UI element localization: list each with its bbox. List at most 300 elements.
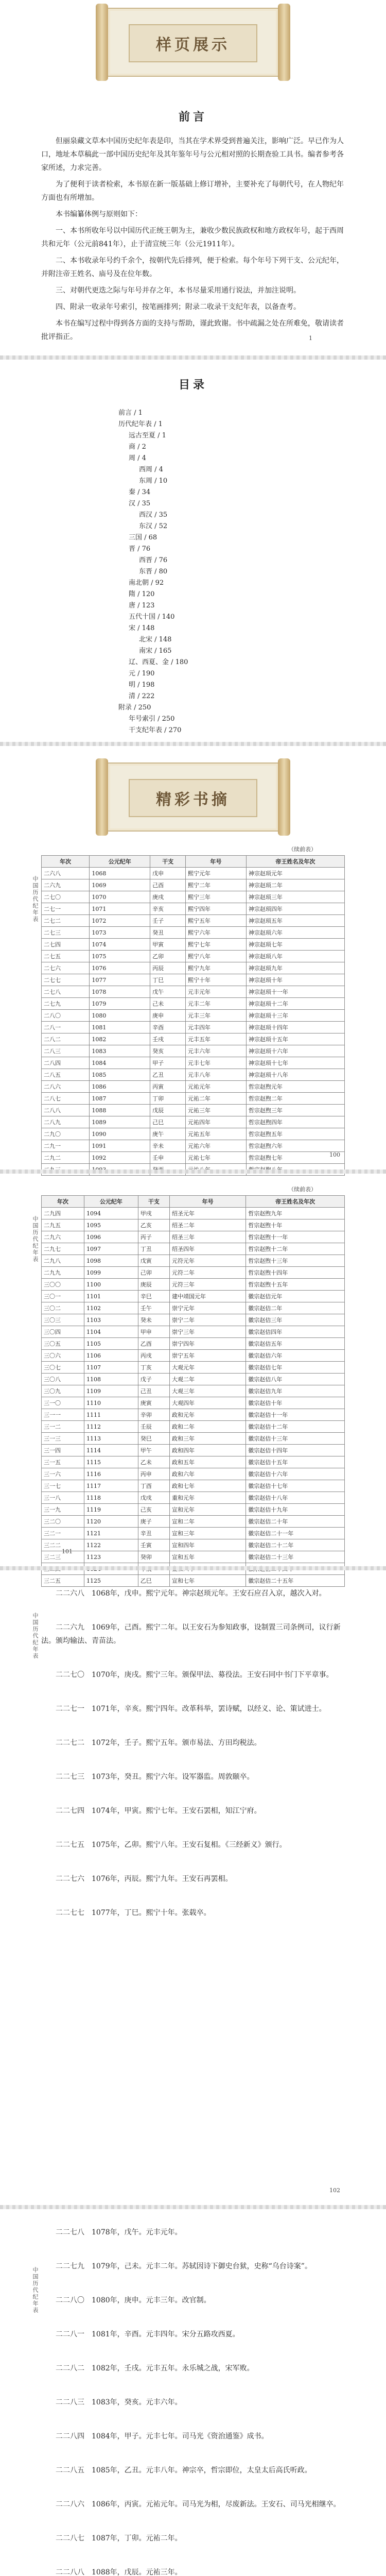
table-cell: 二七三 <box>42 927 90 939</box>
col-header: 年次 <box>42 1196 84 1208</box>
table-cell: 1117 <box>84 1480 138 1492</box>
preface-paragraph: 二、本书收录年号约千余个，按朝代先后排列，便于检索。每个年号下列干支、公元纪年，并附注帝王姓名、庙号及在位年数。 <box>41 257 344 278</box>
table-cell: 三〇一 <box>42 1291 84 1302</box>
table-cell: 哲宗赵煦三年 <box>246 1105 344 1116</box>
table-cell: 三〇八 <box>42 1374 84 1385</box>
table-cell: 1071 <box>90 903 150 915</box>
table-cell: 宣和七年 <box>170 1575 246 1587</box>
table-cell: 1116 <box>84 1468 138 1480</box>
table-cell: 神宗赵顼十二年 <box>246 998 344 1010</box>
table-cell: 二九六 <box>42 1231 84 1243</box>
table-cell: 戊午 <box>150 986 186 998</box>
table-cell: 丁丑 <box>138 1243 169 1255</box>
running-head-vertical: 中国历代纪年表 <box>32 1216 39 1263</box>
table-cell: 熙宁六年 <box>186 927 247 939</box>
table-cell: 神宗赵顼七年 <box>246 939 344 951</box>
table-cell: 三〇四 <box>42 1326 84 1338</box>
table-cell: 戊辰 <box>150 1105 186 1116</box>
table-cell: 二八〇 <box>42 1010 90 1022</box>
table-cell: 辛亥 <box>150 903 186 915</box>
toc-item[interactable]: 明 / 198 <box>129 681 155 689</box>
table-cell: 1068 <box>90 868 150 879</box>
excerpt-notes-page-2 <box>41 2226 345 2576</box>
table-cell: 甲申 <box>138 1326 169 1338</box>
table-cell: 哲宗赵煦十四年 <box>246 1267 345 1279</box>
table-row <box>42 1433 345 1445</box>
table-cell: 绍圣二年 <box>170 1219 246 1231</box>
table-cell: 1122 <box>84 1539 138 1551</box>
table-cell: 元符三年 <box>170 1279 246 1291</box>
table-cell: 三〇三 <box>42 1314 84 1326</box>
table-cell: 哲宗赵煦十五年 <box>246 1279 345 1291</box>
table-row <box>42 1528 345 1539</box>
table-cell: 1098 <box>84 1255 138 1267</box>
table-cell: 政和二年 <box>170 1421 246 1433</box>
note-paragraph: 二二七〇 1070年，庚戌。熙宁三年。颁保甲法、募役法。王安石同中书门下平章事。 <box>56 1671 334 1679</box>
page-divider <box>0 1170 386 1174</box>
table-cell: 1105 <box>84 1338 138 1350</box>
table-cell: 乙酉 <box>138 1338 169 1350</box>
table-cell: 乙卯 <box>150 951 186 962</box>
running-head-vertical: 中国历代纪年表 <box>32 1613 39 1659</box>
table-cell: 二九八 <box>42 1255 84 1267</box>
table-cell: 二九〇 <box>42 1128 90 1140</box>
table-cell: 1099 <box>84 1267 138 1279</box>
table-cell: 政和元年 <box>170 1409 246 1421</box>
table-row <box>42 1105 345 1116</box>
table-row <box>42 1291 345 1302</box>
note-paragraph: 二二七六 1076年，丙辰。熙宁九年。王安石再罢相。 <box>56 1875 233 1883</box>
table-cell: 乙亥 <box>138 1219 169 1231</box>
table-row <box>42 927 345 939</box>
scroll-rod-left <box>96 4 108 81</box>
table-cell: 神宗赵顼十三年 <box>246 1010 344 1022</box>
table-cell: 庚午 <box>150 1128 186 1140</box>
table-cell: 大观元年 <box>170 1362 246 1374</box>
toc-item[interactable]: 东晋 / 80 <box>139 568 168 575</box>
toc-item[interactable]: 元 / 190 <box>129 670 155 677</box>
table-cell: 哲宗赵煦七年 <box>246 1152 344 1164</box>
table-cell: 熙宁四年 <box>186 903 247 915</box>
table-body <box>42 868 345 1176</box>
table-cell: 绍圣元年 <box>170 1208 246 1219</box>
toc-item[interactable]: 隋 / 120 <box>129 590 155 598</box>
table-cell: 丁巳 <box>150 974 186 986</box>
table-cell: 甲戌 <box>138 1208 169 1219</box>
page-divider <box>0 742 386 746</box>
table-row <box>42 939 345 951</box>
toc-item[interactable]: 年号索引 / 250 <box>129 715 175 723</box>
note-paragraph: 二二七八 1078年，戊午。元丰元年。 <box>56 2228 182 2236</box>
toc-item[interactable]: 西晋 / 76 <box>139 556 168 564</box>
table-cell: 1082 <box>90 1033 150 1045</box>
table-cell: 癸卯 <box>138 1551 169 1563</box>
preface-page <box>41 103 345 341</box>
table-cell: 元符元年 <box>170 1255 246 1267</box>
toc-item[interactable]: 秦 / 34 <box>129 488 151 496</box>
col-header: 年号 <box>170 1196 246 1208</box>
preface-title: 前言 <box>178 110 207 124</box>
table-cell: 二七一 <box>42 903 90 915</box>
table-cell: 癸未 <box>138 1314 169 1326</box>
table-cell: 1104 <box>84 1326 138 1338</box>
table-cell: 熙宁八年 <box>186 951 247 962</box>
page-number: 102 <box>329 2187 340 2194</box>
table-cell: 戊子 <box>138 1374 169 1385</box>
table-cell: 1109 <box>84 1385 138 1397</box>
table-cell: 1120 <box>84 1516 138 1528</box>
table-cell: 1118 <box>84 1492 138 1504</box>
table-cell: 辛丑 <box>138 1528 169 1539</box>
toc-item[interactable]: 北宋 / 148 <box>139 636 172 643</box>
note-paragraph: 二二七二 1072年，壬子。熙宁五年。颁市易法、方田均税法。 <box>56 1739 261 1747</box>
table-cell: 二八九 <box>42 1116 90 1128</box>
table-cell: 二八四 <box>42 1057 90 1069</box>
table-caption: （续前表） <box>288 1186 317 1193</box>
table-cell: 神宗赵顼十一年 <box>246 986 344 998</box>
table-cell: 元祐三年 <box>186 1105 247 1116</box>
table-cell: 三〇〇 <box>42 1279 84 1291</box>
toc-item[interactable]: 西周 / 4 <box>139 466 163 473</box>
table-cell: 神宗赵顼十八年 <box>246 1069 344 1081</box>
table-cell: 辛巳 <box>138 1291 169 1302</box>
table-cell: 二九五 <box>42 1219 84 1231</box>
page-divider <box>0 1566 386 1570</box>
table-cell: 壬申 <box>150 1152 186 1164</box>
table-cell: 庚戌 <box>150 891 186 903</box>
table-row <box>42 986 345 998</box>
note-paragraph: 二二八〇 1080年，庚申。元丰三年。改官制。 <box>56 2296 211 2304</box>
table-row <box>42 1551 345 1563</box>
table-row <box>42 1010 345 1022</box>
table-row <box>42 1326 345 1338</box>
table-caption: （续前表） <box>288 846 317 853</box>
table-cell: 三一三 <box>42 1433 84 1445</box>
table-row <box>42 1516 345 1528</box>
table-cell: 徽宗赵佶二十年 <box>246 1516 345 1528</box>
table-cell: 徽宗赵佶八年 <box>246 1374 345 1385</box>
table-cell: 政和三年 <box>170 1433 246 1445</box>
table-cell: 大观三年 <box>170 1385 246 1397</box>
table-cell: 元丰四年 <box>186 1022 247 1033</box>
table-row <box>42 1362 345 1374</box>
table-row <box>42 1081 345 1093</box>
toc-item[interactable]: 远古至夏 / 1 <box>129 432 166 439</box>
table-cell: 三二五 <box>42 1575 84 1587</box>
preface-paragraph: 为了便利于读者检索，本书原在新一版基础上修订增补，主要补充了每朝代号，在人物纪年方面也有所增加。 <box>41 180 344 202</box>
table-cell: 熙宁三年 <box>186 891 247 903</box>
table-cell: 1095 <box>84 1219 138 1231</box>
toc-page <box>41 371 345 732</box>
table-cell: 徽宗赵佶三年 <box>246 1314 345 1326</box>
table-cell: 徽宗赵佶二十二年 <box>246 1539 345 1551</box>
notes-list <box>41 1587 345 1920</box>
toc-item[interactable]: 三国 / 68 <box>129 534 157 541</box>
toc-item[interactable]: 五代十国 / 140 <box>129 613 175 621</box>
table-row <box>42 1255 345 1267</box>
table-cell: 神宗赵顼四年 <box>246 903 344 915</box>
table-row <box>42 1302 345 1314</box>
table-row <box>42 1314 345 1326</box>
table-cell: 戊寅 <box>138 1255 169 1267</box>
table-row <box>42 891 345 903</box>
table-cell: 二六九 <box>42 879 90 891</box>
table-cell: 庚申 <box>150 1010 186 1022</box>
toc-item[interactable]: 汉 / 35 <box>129 500 151 507</box>
table-cell: 元祐元年 <box>186 1081 247 1093</box>
table-body <box>42 1208 345 1587</box>
table-cell: 哲宗赵煦十二年 <box>246 1243 345 1255</box>
table-cell: 1087 <box>90 1093 150 1105</box>
table-cell: 绍圣四年 <box>170 1243 246 1255</box>
table-cell: 宣和五年 <box>170 1551 246 1563</box>
table-cell: 丙申 <box>138 1468 169 1480</box>
toc-item[interactable]: 南北朝 / 92 <box>129 579 164 587</box>
table-row <box>42 879 345 891</box>
table-cell: 甲子 <box>150 1057 186 1069</box>
toc-title: 目录 <box>178 378 207 392</box>
col-header: 年号 <box>186 856 247 868</box>
note-paragraph: 二二七七 1077年，丁巳。熙宁十年。张载卒。 <box>56 1909 211 1917</box>
table-cell: 元丰二年 <box>186 998 247 1010</box>
table-cell: 大观四年 <box>170 1397 246 1409</box>
toc-item[interactable]: 东汉 / 52 <box>139 522 168 530</box>
table-row <box>42 1338 345 1350</box>
table-cell: 己未 <box>150 998 186 1010</box>
table-row <box>42 1445 345 1456</box>
toc-item[interactable]: 辽、西夏、金 / 180 <box>129 658 188 666</box>
note-paragraph: 二二八四 1084年，甲子。元丰七年。司马光《资治通鉴》成书。 <box>56 2432 269 2441</box>
toc-item[interactable]: 晋 / 76 <box>129 545 151 553</box>
table-cell: 三二三 <box>42 1551 84 1563</box>
table-cell: 徽宗赵佶十二年 <box>246 1421 345 1433</box>
table-row <box>42 1267 345 1279</box>
table-cell: 元丰六年 <box>186 1045 247 1057</box>
table-row <box>42 974 345 986</box>
table-cell: 1073 <box>90 927 150 939</box>
table-row <box>42 1116 345 1128</box>
table-cell: 1072 <box>90 915 150 927</box>
table-cell: 1096 <box>84 1231 138 1243</box>
table-cell: 三〇二 <box>42 1302 84 1314</box>
table-row <box>42 1575 345 1587</box>
table-cell: 徽宗赵佶十年 <box>246 1397 345 1409</box>
toc-item[interactable]: 南宋 / 165 <box>139 647 172 655</box>
table-cell: 己丑 <box>138 1385 169 1397</box>
table-cell: 徽宗赵佶十八年 <box>246 1492 345 1504</box>
table-cell: 1091 <box>90 1140 150 1152</box>
table-row <box>42 868 345 879</box>
table-cell: 二九七 <box>42 1243 84 1255</box>
table-cell: 1094 <box>84 1208 138 1219</box>
table-cell: 1101 <box>84 1291 138 1302</box>
table-cell: 1103 <box>84 1314 138 1326</box>
table-cell: 熙宁二年 <box>186 879 247 891</box>
table-row <box>42 1022 345 1033</box>
table-row <box>42 1492 345 1504</box>
table-cell: 二八二 <box>42 1033 90 1045</box>
excerpt-notes-page-1 <box>41 1587 345 2179</box>
toc-item[interactable]: 东周 / 10 <box>139 477 168 485</box>
toc-item[interactable]: 干支纪年表 / 270 <box>129 726 182 734</box>
toc-item[interactable]: 历代纪年表 / 1 <box>118 420 163 428</box>
table-row <box>42 1069 345 1081</box>
table-cell: 二七二 <box>42 915 90 927</box>
table-cell: 元祐四年 <box>186 1116 247 1128</box>
table-cell: 1110 <box>84 1397 138 1409</box>
table-cell: 1080 <box>90 1010 150 1022</box>
table-row <box>42 1231 345 1243</box>
table-cell: 崇宁四年 <box>170 1338 246 1350</box>
toc-item[interactable]: 西汉 / 35 <box>139 511 168 519</box>
table-row <box>42 903 345 915</box>
col-header: 干支 <box>150 856 186 868</box>
table-cell: 熙宁五年 <box>186 915 247 927</box>
table-cell: 二七八 <box>42 986 90 998</box>
table-cell: 1097 <box>84 1243 138 1255</box>
table-row <box>42 1279 345 1291</box>
table-cell: 三一七 <box>42 1480 84 1492</box>
table-row <box>42 1093 345 1105</box>
table-cell: 二七九 <box>42 998 90 1010</box>
table-cell: 辛酉 <box>150 1022 186 1033</box>
table-cell: 神宗赵顼十六年 <box>246 1045 344 1057</box>
table-cell: 二八五 <box>42 1069 90 1081</box>
table-cell: 徽宗赵佶四年 <box>246 1326 345 1338</box>
table-cell: 神宗赵顼三年 <box>246 891 344 903</box>
page-number: 101 <box>62 1548 73 1555</box>
table-cell: 戊戌 <box>138 1492 169 1504</box>
note-paragraph: 二二八六 1086年，丙寅。元祐元年。司马光为相，尽废新法。王安石、司马光相继卒。 <box>56 2500 341 2509</box>
table-cell: 大观二年 <box>170 1374 246 1385</box>
table-cell: 1125 <box>84 1575 138 1587</box>
table-cell: 熙宁七年 <box>186 939 247 951</box>
table-cell: 壬子 <box>150 915 186 927</box>
table-cell: 哲宗赵煦十三年 <box>246 1255 345 1267</box>
table-cell: 丙寅 <box>150 1081 186 1093</box>
table-cell: 崇宁三年 <box>170 1326 246 1338</box>
toc-item[interactable]: 前言 / 1 <box>118 409 143 417</box>
table-cell: 神宗赵顼十七年 <box>246 1057 344 1069</box>
table-cell: 徽宗赵佶十四年 <box>246 1445 345 1456</box>
note-paragraph: 二二七四 1074年，甲寅。熙宁七年。王安石罢相，知江宁府。 <box>56 1807 261 1815</box>
table-row <box>42 1480 345 1492</box>
table-cell: 神宗赵顼八年 <box>246 951 344 962</box>
table-cell: 神宗赵顼五年 <box>246 915 344 927</box>
table-cell: 元祐五年 <box>186 1128 247 1140</box>
table-row <box>42 1350 345 1362</box>
table-cell: 三一二 <box>42 1421 84 1433</box>
toc-item[interactable]: 商 / 2 <box>129 443 146 451</box>
table-cell: 政和四年 <box>170 1445 246 1456</box>
table-cell: 二七五 <box>42 951 90 962</box>
table-cell: 二八六 <box>42 1081 90 1093</box>
toc-item[interactable]: 清 / 222 <box>129 692 155 700</box>
table-cell: 二八八 <box>42 1105 90 1116</box>
table-row <box>42 1385 345 1397</box>
table-cell: 1102 <box>84 1302 138 1314</box>
table-cell: 二七〇 <box>42 891 90 903</box>
table-cell: 丙戌 <box>138 1350 169 1362</box>
table-row <box>42 951 345 962</box>
table-cell: 神宗赵顼十年 <box>246 974 344 986</box>
table-cell: 1100 <box>84 1279 138 1291</box>
table-cell: 神宗赵顼二年 <box>246 879 344 891</box>
toc-item[interactable]: 宋 / 148 <box>129 624 155 632</box>
table-cell: 三二〇 <box>42 1516 84 1528</box>
table-cell: 宣和二年 <box>170 1516 246 1528</box>
table-row <box>42 1243 345 1255</box>
preface-page-number: 1 <box>309 335 312 342</box>
table-cell: 熙宁九年 <box>186 962 247 974</box>
toc-item[interactable]: 唐 / 123 <box>129 602 155 609</box>
preface-paragraph: 一、本书所收年号以中国历代正统王朝为主，兼收少数民族政权和地方政权年号，起于西周共和元年（公元前841年），止于清宣统三年（公元1911年）。 <box>41 227 344 248</box>
table-row <box>42 962 345 974</box>
col-header: 干支 <box>138 1196 169 1208</box>
table-row <box>42 1374 345 1385</box>
table-cell: 元丰元年 <box>186 986 247 998</box>
table-cell: 癸亥 <box>150 1045 186 1057</box>
table-cell: 丁卯 <box>150 1093 186 1105</box>
table-row <box>42 1456 345 1468</box>
table-cell: 辛卯 <box>138 1409 169 1421</box>
table-cell: 1084 <box>90 1057 150 1069</box>
table-cell: 乙丑 <box>150 1069 186 1081</box>
col-header: 帝王姓名及年次 <box>246 856 344 868</box>
chronology-table <box>41 855 345 1176</box>
note-paragraph: 二二八三 1083年，癸亥。元丰六年。 <box>56 2398 182 2406</box>
table-row <box>42 1045 345 1057</box>
table-cell: 徽宗赵佶元年 <box>246 1291 345 1302</box>
table-cell: 神宗赵顼六年 <box>246 927 344 939</box>
table-cell: 二八七 <box>42 1093 90 1105</box>
col-header: 公元纪年 <box>84 1196 138 1208</box>
toc-item[interactable]: 附录 / 250 <box>118 704 151 711</box>
toc-item[interactable]: 周 / 4 <box>129 454 146 462</box>
table-row <box>42 998 345 1010</box>
table-cell: 二七六 <box>42 962 90 974</box>
note-paragraph: 二二七一 1071年，辛亥。熙宁四年。改革科举，罢诗赋，以经义、论、策试进士。 <box>56 1705 326 1713</box>
table-cell: 三〇六 <box>42 1350 84 1362</box>
table-cell: 徽宗赵佶二十五年 <box>246 1575 345 1587</box>
table-cell: 辛未 <box>150 1140 186 1152</box>
table-cell: 三一〇 <box>42 1397 84 1409</box>
table-cell: 二九四 <box>42 1208 84 1219</box>
table-cell: 二九二 <box>42 1152 90 1164</box>
table-cell: 1090 <box>90 1128 150 1140</box>
table-cell: 1108 <box>84 1374 138 1385</box>
table-cell: 哲宗赵煦五年 <box>246 1128 344 1140</box>
table-cell: 政和七年 <box>170 1480 246 1492</box>
note-paragraph: 二二八五 1085年，乙丑。元丰八年。神宗卒，哲宗即位，太皇太后高氏听政。 <box>56 2466 312 2475</box>
table-cell: 三〇五 <box>42 1338 84 1350</box>
table-cell: 元丰三年 <box>186 1010 247 1022</box>
table-cell: 宣和四年 <box>170 1539 246 1551</box>
table-cell: 1085 <box>90 1069 150 1081</box>
table-cell: 1076 <box>90 962 150 974</box>
table-cell: 1106 <box>84 1350 138 1362</box>
table-row <box>42 1397 345 1409</box>
scroll-rod-right <box>278 758 290 836</box>
preface-paragraph: 但丽泉藏文草本中国历史纪年表是印，当其在学术界受到普遍关注，影响广泛。早已作为人口，地址本草稿此一部中国历史纪年及其年鉴年号与公元相对照的长期查验工具书。编者参考各家所述，力求完善。 <box>41 137 344 172</box>
table-cell: 1121 <box>84 1528 138 1539</box>
table-cell: 1074 <box>90 939 150 951</box>
running-head-vertical: 中国历代纪年表 <box>32 2267 39 2314</box>
table-header-row <box>42 856 345 868</box>
preface-paragraph: 本书编纂体例与原则如下： <box>56 210 142 218</box>
table-cell: 徽宗赵佶十九年 <box>246 1504 345 1516</box>
table-row <box>42 915 345 927</box>
